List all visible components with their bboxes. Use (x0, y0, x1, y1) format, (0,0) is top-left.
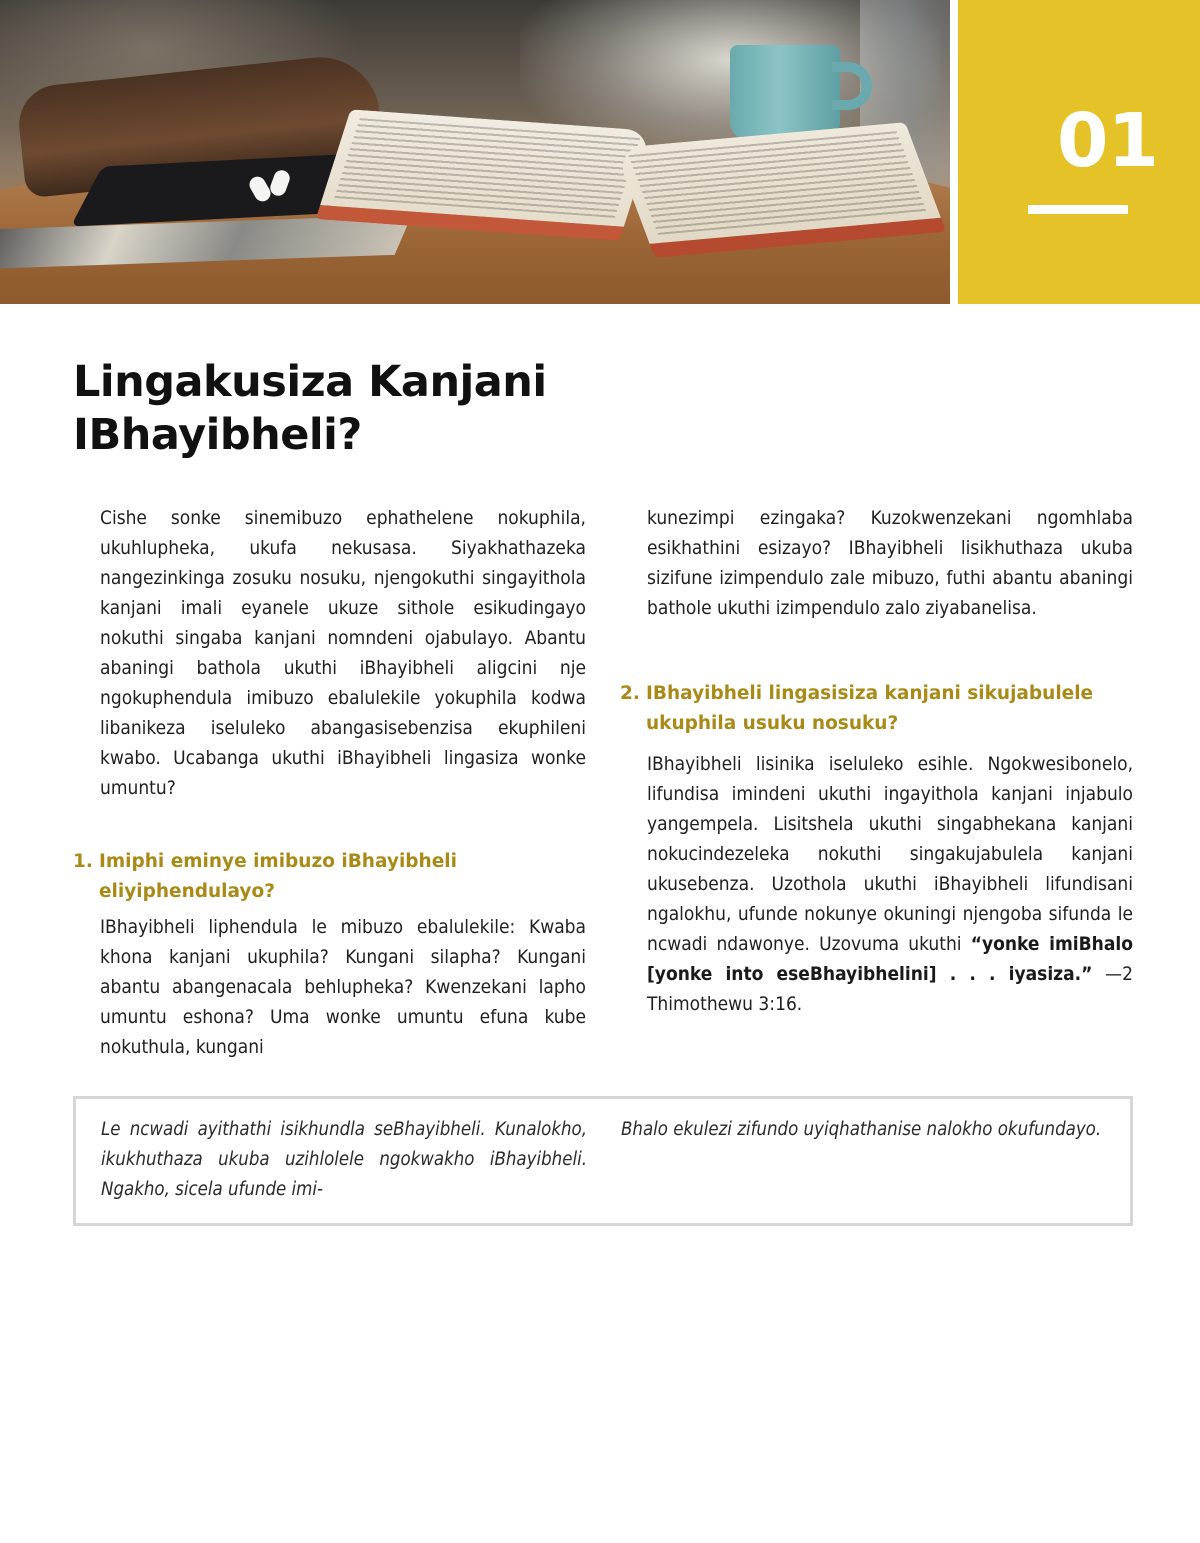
scripture-reference: —2 Thimothewu 3:16. (647, 963, 1133, 1015)
bible-left-page (316, 109, 655, 240)
note-text-col-2: Bhalo ekulezi zifundo uyiqhathanise nalokho okufundayo. (621, 1119, 1102, 1140)
answer-2-paragraph (647, 749, 1133, 1019)
page-title-line-1: Lingakusiza Kanjani (73, 357, 547, 407)
teal-mug (730, 45, 840, 140)
answer-2-text: IBhayibheli lisinika iseluleko esihle. Ngokwesibonelo, lifundisa imindeni ukuthi ingayithola kanjani injabulo yangempela. Lisitshela ukuthi singabhekana kanjani nokucindezeleka nokuthi singakujabulela kanjani ukusebenza. Uzothola ukuthi iBhayibheli lifundisani ngalokhu, ufunde nokunye okuningi njengoba sifunda le ncwadi ndawonye. Uzovuma ukuthi (647, 753, 1133, 955)
note-text-col-1: Le ncwadi ayithathi isikhundla seBhayibheli. Kunalokho, ikukhuthaza ukuba uzihlolele ngokwakho iBhayibheli. Ngakho, sicela ufunde imi- (101, 1119, 587, 1200)
scripture-quote: “yonke imiBhalo [yonke into eseBhayibhelini] . . . iyasiza.” (647, 933, 1133, 985)
page-title (73, 356, 713, 462)
answer-1-part-2: kunezimpi ezingaka? Kuzokwenzekani ngomhlaba esikhathini esizayo? IBhayibheli lisikhuthaza ukuba sizifune izimpendulo zale mibuzo, futhi abantu abaningi bathole ukuthi izimpendulo zalo ziyabanelisa. (647, 507, 1133, 619)
question-1-heading (73, 847, 573, 907)
note-box (73, 1096, 1133, 1226)
lesson-number-underline (1028, 205, 1128, 214)
question-1-text: Imiphi eminye imibuzo iBhayibheli eliyiphendulayo? (99, 851, 457, 902)
question-2-heading (620, 679, 1140, 739)
page-title-line-2: IBhayibheli? (73, 410, 362, 460)
intro-paragraph: Cishe sonke sinemibuzo ephathelene nokuphila, ukuhlupheka, ukufa nekusasa. Siyakhathazeka nangezinkinga zosuku nosuku, njengokuthi singayithola kanjani imali eyanele ukuze sithole esikudingayo nokuthi singaba kanjani nomndeni ojabulayo. Abantu abaningi bathola ukuthi iBhayibheli aligcini nje ngokuphendula imibuzo ebalulekile yokuphila kodwa libanikeza iseluleko abangasisebenzisa ekuphileni kwabo. Ucabanga ukuthi iBhayibheli lingasiza wonke umuntu? (100, 507, 586, 799)
answer-1-part-1: IBhayibheli liphendula le mibuzo ebalulekile: Kwaba khona kanjani ukuphila? Kungani silapha? Kungani abantu abangenacala behlupheka? Kwenzekani lapho umuntu eshona? Uma wonke umuntu efuna kube nokuthula, kungani (100, 916, 586, 1058)
lesson-number: 01 (1057, 98, 1158, 184)
lesson-number-block (958, 0, 1200, 304)
question-1-number: 1. (73, 851, 93, 872)
question-2-number: 2. (620, 683, 640, 704)
question-2-text: IBhayibheli lingasisiza kanjani sikujabulele ukuphila usuku nosuku? (646, 683, 1094, 734)
header-photo (0, 0, 950, 304)
